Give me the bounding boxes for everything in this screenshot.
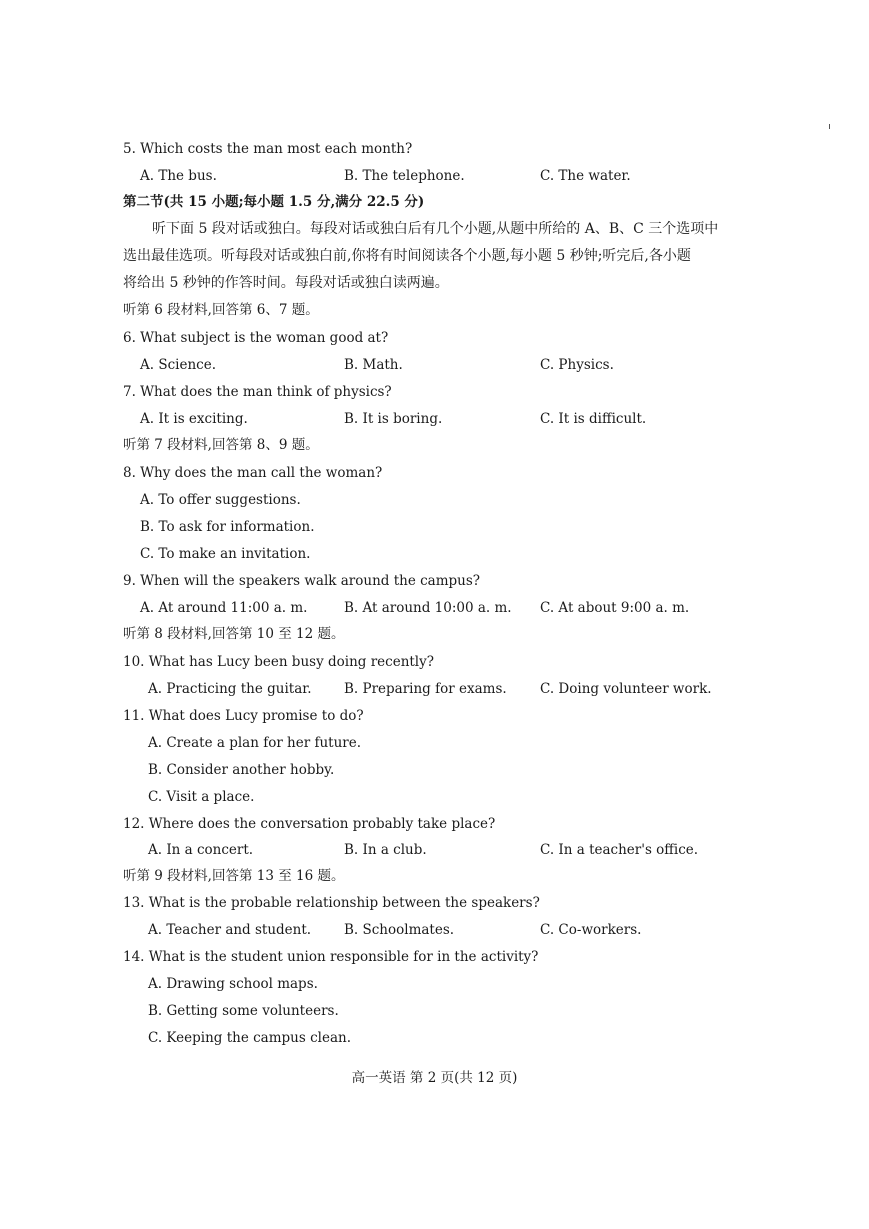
- question-9: 9. When will the speakers walk around the campus?: [123, 573, 481, 589]
- q5-option-c: C. The water.: [540, 168, 631, 184]
- page-footer: 高一英语 第 2 页(共 12 页): [351, 1070, 518, 1086]
- q10-option-a: A. Practicing the guitar.: [148, 681, 312, 697]
- material-7-heading: 听第 7 段材料,回答第 8、9 题。: [123, 437, 319, 453]
- q12-option-c: C. In a teacher's office.: [540, 842, 699, 858]
- q14-option-b: B. Getting some volunteers.: [148, 1003, 339, 1019]
- question-6: 6. What subject is the woman good at?: [123, 330, 389, 346]
- material-8-heading: 听第 8 段材料,回答第 10 至 12 题。: [123, 626, 345, 642]
- q14-option-a: A. Drawing school maps.: [148, 976, 318, 992]
- q6-option-a: A. Science.: [140, 357, 216, 373]
- q7-option-c: C. It is difficult.: [540, 411, 647, 427]
- q13-option-c: C. Co-workers.: [540, 922, 642, 938]
- question-13: 13. What is the probable relationship between the speakers?: [123, 895, 540, 911]
- instructions-line-2: 选出最佳选项。听每段对话或独白前,你将有时间阅读各个小题,每小题 5 秒钟;听完后,各小题: [123, 248, 691, 264]
- question-10: 10. What has Lucy been busy doing recently?: [123, 654, 434, 670]
- q9-option-a: A. At around 11:00 a. m.: [140, 600, 308, 616]
- scan-speck: [829, 124, 830, 129]
- material-9-heading: 听第 9 段材料,回答第 13 至 16 题。: [123, 868, 345, 884]
- q9-option-b: B. At around 10:00 a. m.: [344, 600, 512, 616]
- q11-option-c: C. Visit a place.: [148, 789, 255, 805]
- q6-option-c: C. Physics.: [540, 357, 614, 373]
- q5-option-b: B. The telephone.: [344, 168, 465, 184]
- question-7: 7. What does the man think of physics?: [123, 384, 392, 400]
- q7-option-a: A. It is exciting.: [140, 411, 248, 427]
- q6-option-b: B. Math.: [344, 357, 403, 373]
- section-2-header: 第二节(共 15 小题;每小题 1.5 分,满分 22.5 分): [123, 194, 425, 210]
- q7-option-b: B. It is boring.: [344, 411, 443, 427]
- material-6-heading: 听第 6 段材料,回答第 6、7 题。: [123, 302, 319, 318]
- q12-option-a: A. In a concert.: [148, 842, 254, 858]
- question-8: 8. Why does the man call the woman?: [123, 465, 383, 481]
- q10-option-b: B. Preparing for exams.: [344, 681, 507, 697]
- question-5: 5. Which costs the man most each month?: [123, 141, 413, 157]
- q14-option-c: C. Keeping the campus clean.: [148, 1030, 351, 1046]
- q11-option-b: B. Consider another hobby.: [148, 762, 335, 778]
- instructions-line-3: 将给出 5 秒钟的作答时间。每段对话或独白读两遍。: [123, 275, 449, 291]
- q13-option-a: A. Teacher and student.: [148, 922, 312, 938]
- question-11: 11. What does Lucy promise to do?: [123, 708, 364, 724]
- q8-option-a: A. To offer suggestions.: [140, 492, 301, 508]
- q12-option-b: B. In a club.: [344, 842, 427, 858]
- q8-option-b: B. To ask for information.: [140, 519, 315, 535]
- q10-option-c: C. Doing volunteer work.: [540, 681, 712, 697]
- instructions-line-1: 听下面 5 段对话或独白。每段对话或独白后有几个小题,从题中所给的 A、B、C 三个选项中: [152, 221, 719, 237]
- q9-option-c: C. At about 9:00 a. m.: [540, 600, 690, 616]
- q13-option-b: B. Schoolmates.: [344, 922, 455, 938]
- q5-option-a: A. The bus.: [140, 168, 217, 184]
- question-12: 12. Where does the conversation probably take place?: [123, 816, 496, 832]
- q11-option-a: A. Create a plan for her future.: [148, 735, 362, 751]
- question-14: 14. What is the student union responsible for in the activity?: [123, 949, 539, 965]
- q8-option-c: C. To make an invitation.: [140, 546, 311, 562]
